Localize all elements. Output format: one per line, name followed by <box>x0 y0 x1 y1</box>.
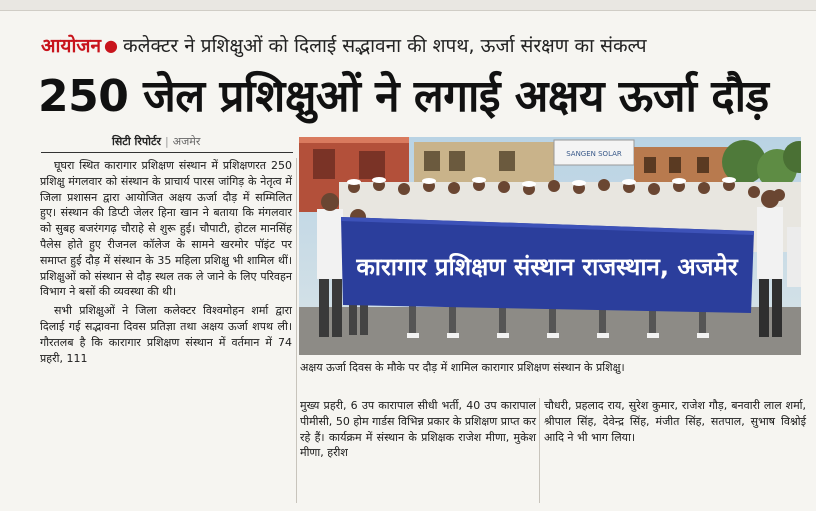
column-divider <box>539 398 540 503</box>
article-column-3 <box>544 398 806 445</box>
bullet-icon: ● <box>104 35 118 55</box>
kicker-text: कलेक्टर ने प्रशिक्षुओं को दिलाई सद्भावना की शपथ, ऊर्जा संरक्षण का संकल्प <box>122 35 647 57</box>
headline: 250 जेल प्रशिक्षुओं ने लगाई अक्षय ऊर्जा दौड़ <box>38 71 769 122</box>
article-paragraph-3: मुख्य प्रहरी, 6 उप कारापाल सीधी भर्ती, 40 उप कारापाल पीमीसी, 50 होम गार्डस विभिन्न प्रकार के प्रशिक्षण प्राप्त कर रहे हैं। कार्यक्रम में संस्थान के प्रशिक्षक राजेश मीणा, मुकेश मीणा, हरीश <box>300 399 536 460</box>
byline-rule <box>41 152 293 153</box>
banner-text: कारागार प्रशिक्षण संस्थान राजस्थान, अजमेर <box>356 253 738 281</box>
news-photo <box>299 137 801 355</box>
column-divider <box>296 158 297 503</box>
byline-separator: | <box>165 135 169 148</box>
article-paragraph-4: चौधरी, प्रहलाद राय, सुरेश कुमार, राजेश गौड़, बनवारी लाल शर्मा, श्रीपाल सिंह, देवेन्द्र सिंह, मंजीत सिंह, सतपाल, सुभाष विश्नोई आदि ने भी भाग लिया। <box>544 399 806 444</box>
byline-city: अजमेर <box>172 135 201 148</box>
kicker-label: आयोजन <box>41 35 102 57</box>
photo-illustration <box>299 137 801 355</box>
byline-reporter: सिटी रिपोर्टर <box>112 135 161 148</box>
photo-caption: अक्षय ऊर्जा दिवस के मौके पर दौड़ में शामिल कारागार प्रशिक्षण संस्थान के प्रशिक्षु। <box>300 361 625 374</box>
top-strip <box>0 0 816 11</box>
sign-text: SANGEN SOLAR <box>566 150 622 158</box>
article-column-2 <box>300 398 536 461</box>
article-paragraph-1: घूघरा स्थित कारागार प्रशिक्षण संस्थान में प्रशिक्षणरत 250 प्रशिक्षु मंगलवार को संस्थान के प्राचार्य पारस जांगिड़ के नेतृत्व में जिला प्रशासन द्वारा आयोजित अक्षय ऊर्जा दौड़ में सम्मिलित हुए। संस्थान की डिप्टी जेलर हिना खान ने बताया कि मंगलवार को सुबह बजरंगगढ़ चौराहे से शुरू हुई। चौपाटी, होटल मानसिंह पैलेस होते हुए रीजनल कॉलेज के सामने खरमोर पॉइंट पर समाप्त हुई दौड़ में संस्थान के 35 महिला प्रशिक्षु भी शामिल थीं। प्रशिक्षुओं को संस्थान से दौड़ स्थल तक ले जाने के लिए परिवहन विभाग ने बसों की व्यवस्था की थी। <box>40 159 292 299</box>
article-paragraph-2: सभी प्रशिक्षुओं ने जिला कलेक्टर विश्वमोहन शर्मा द्वारा दिलाई गई सद्भावना दिवस प्रतिज्ञा तथा अक्षय ऊर्जा शपथ ली। गौरतलब है कि कारागार प्रशिक्षण संस्थान में वर्तमान में 74 प्रहरी, 111 <box>40 304 292 365</box>
kicker <box>41 32 646 58</box>
byline <box>112 134 200 149</box>
article-column-1 <box>40 158 292 366</box>
